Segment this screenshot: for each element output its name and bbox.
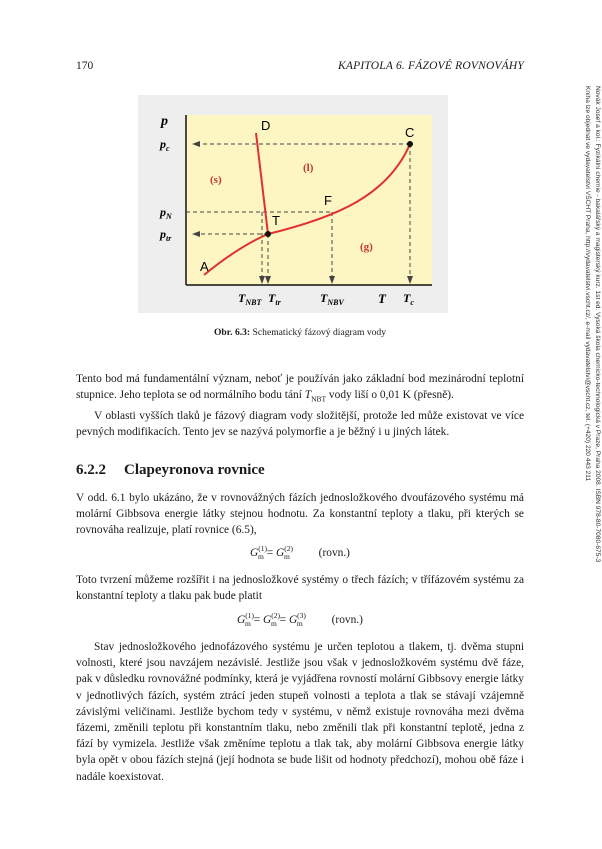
section-heading [76, 462, 265, 479]
x-tick-ttr: $T_{tr}$ [268, 291, 281, 307]
equation-tag-1: (rovn.) [318, 546, 350, 559]
label-point-t: T [272, 213, 280, 228]
text-block-2 [76, 490, 524, 539]
side-note-line-2: Kniha lze objednat ve vydavatelství VŠCHT Praha, http://vydavatelstvi.vscht.cz/, e-mail vydavatelstvi@vscht.cz, tel. (+420) 220 443 211 [584, 86, 591, 482]
page-header [76, 60, 524, 76]
caption-text: Schematický fázový diagram vody [252, 327, 387, 338]
paragraph-triple-point: Tento bod má fundamentální význam, neboť je používán jako základní bod mezinárodní teplotní stupnice. Jeho teplota se od normálního bodu tání $T_{NBT}$ vody liší o 0,01 K (přesně). [76, 373, 524, 404]
y-axis-label: p [161, 114, 168, 129]
region-liquid-label: (l) [303, 162, 314, 174]
label-point-a: A [200, 259, 209, 274]
region-gas-label: (g) [360, 241, 373, 253]
y-tick-pc: $p_c$ [160, 137, 170, 153]
label-point-c: C [405, 125, 415, 140]
section-number: 6.2.2 [76, 462, 106, 478]
y-tick-ptr: $p_{tr}$ [160, 227, 172, 243]
y-tick-pn: $p_N$ [160, 205, 172, 221]
running-head: KAPITOLA 6. FÁZOVÉ ROVNOVÁHY [338, 60, 524, 72]
critical-point-marker [407, 141, 413, 147]
figure-caption [76, 327, 524, 338]
x-axis-label: T [378, 291, 386, 306]
paragraph-degrees-of-freedom: Stav jednosložkového jednofázového systému je určen teplotou a tlakem, tj. dvěma stupni volnosti, které jsou navzájem nezávislé. Jestliže jsou však v jednosložkovém systému dvě fáze, pak v důsledku rovnovážné podmínky, která je vyjádřena rovností molární Gibbsovy energie látky v jednotlivých fázích, systém ztrácí jeden stupeň volnosti a teplota a tlak se stávají vzájemně závislými veličinami. Jestliže bychom tedy v systému, v němž existuje rovnováha mezi dvěma fázemi, změnili teplotu při konstantním tlaku, nebo změnili tlak při konstantní teplotě, jedna z fází by vymizela. Jestliže však změníme teplotu a tlak tak, aby molární Gibbsova energie látky byla opět v obou fázích stejná (její hodnota se bude lišit od hodnoty předchozí), mohou obě fáze i nadále koexistovat. [76, 641, 524, 783]
side-note-line-1: Novák Josef a kol.: Fyzikální chemie - bakalářský a magisterský kurz. 1st ed. Vysoká škola chemicko-technologická v Praze, Praha 2008. ISBN 978-80-7080-675-3 [594, 86, 601, 563]
text-block-1 [76, 371, 524, 440]
region-solid-label: (s) [210, 174, 222, 186]
x-tick-tnbv: $T_{NBV}$ [320, 291, 344, 307]
x-tick-tnbt: $T_{NBT}$ [238, 291, 262, 307]
label-point-f: F [324, 193, 332, 208]
paragraph-three-phase: Toto tvrzení můžeme rozšířit i na jednosložkové systémy o třech fázích; v třífázovém systému za konstantní teploty a tlaku pak bude platit [76, 574, 524, 603]
paragraph-gibbs-two-phase: V odd. 6.1 bylo ukázáno, že v rovnovážných fázích jednosložkového dvoufázového systému má molární Gibbsova energie látky stejnou hodnotu. Za konstantní teploty a tlaku, při kterých se rovnováha realizuje, platí rovnice (6.5), [76, 492, 524, 537]
equation-two-phase: $G^{(1)}_m = G^{(2)}_m$ (rovn.) [250, 544, 350, 562]
equation-tag-2: (rovn.) [331, 613, 363, 626]
phase-diagram-svg [138, 95, 448, 313]
label-point-d: D [261, 118, 271, 133]
side-note [566, 86, 602, 706]
paragraph-polymorphism: V oblasti vyšších tlaků je fázový diagram vody složitější, protože led může existovat ve více pevných modifikacích. Tento jev se nazývá polymorfie a je běžný i u jiných látek. [76, 409, 524, 438]
equation-three-phase: $G^{(1)}_m = G^{(2)}_m = G^{(3)}_m$ (rovn.) [237, 611, 363, 629]
page-number: 170 [76, 60, 94, 72]
triple-point-marker [265, 231, 271, 237]
section-title: Clapeyronova rovnice [124, 462, 265, 478]
text-block-3 [76, 572, 524, 604]
caption-number: Obr. 6.3: [213, 327, 251, 338]
text-block-4 [76, 639, 524, 785]
phase-diagram-figure [138, 95, 448, 313]
x-tick-tc: $T_c$ [403, 291, 414, 307]
